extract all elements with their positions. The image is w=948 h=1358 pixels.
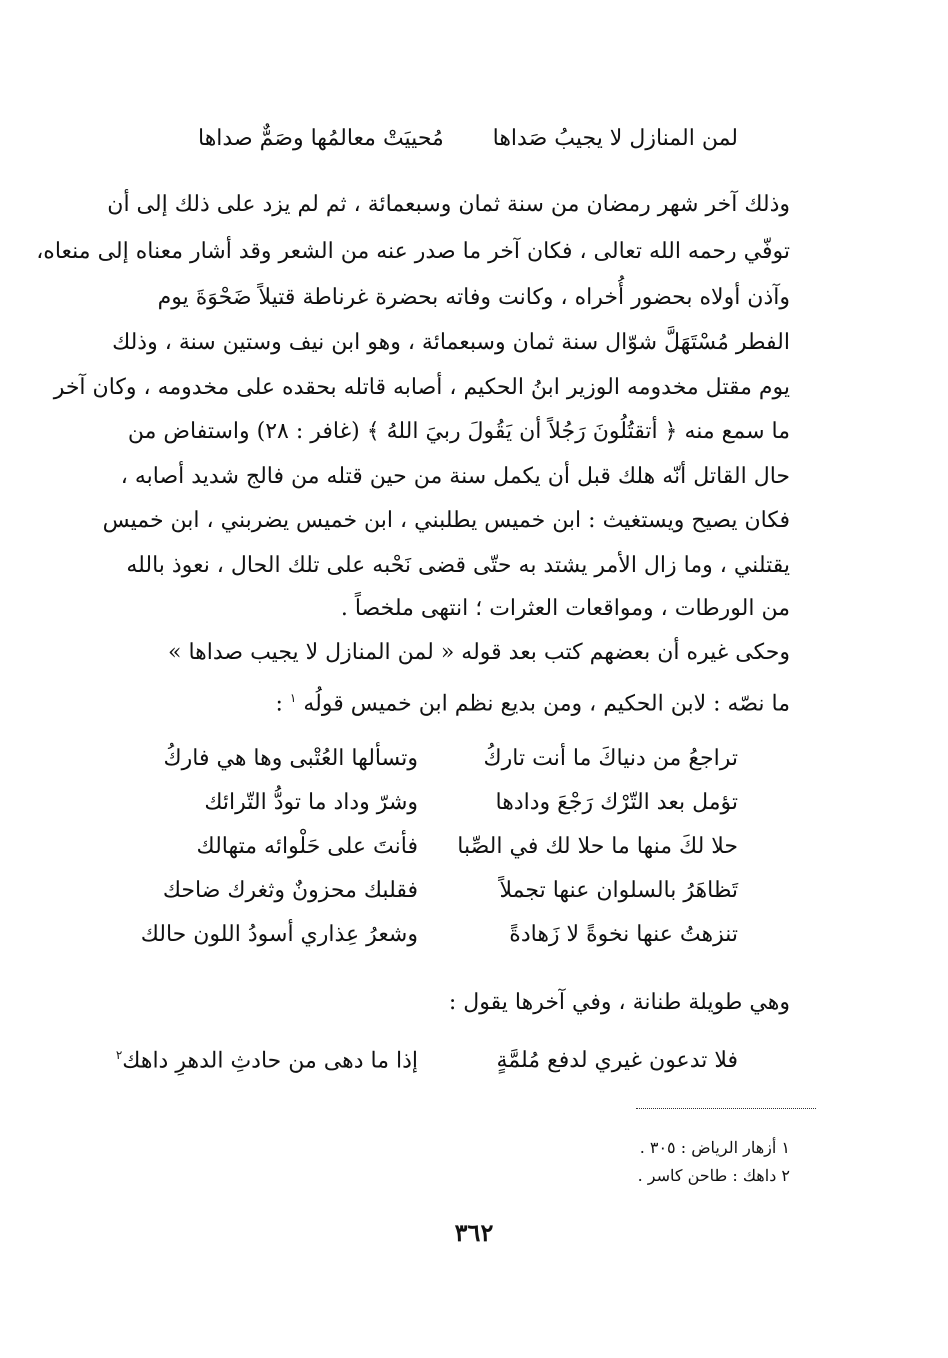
- text-line: من الورطات ، ومواقعات العثرات ؛ انتهى ملخصاً .: [340, 596, 790, 621]
- verse-row: [140, 922, 738, 956]
- text-line: الفطر مُسْتَهَلَّ شوّال سنة ثمان وسبعمائة ، وهو ابن نيف وستين سنة ، وذلك: [112, 330, 790, 355]
- heading-verse: [198, 126, 738, 151]
- footnote-ref-1: ١: [289, 691, 297, 705]
- verse-first-half: حلا لكَ منها ما حلا لك في الصِّبا: [457, 834, 738, 859]
- verse-second-half: وتسألها العُتْبى وها هي فاركُ: [163, 746, 418, 771]
- verse-row: [158, 834, 738, 868]
- text-line: وذلك آخر شهر رمضان من سنة ثمان وسبعمائة ، ثم لم يزد على ذلك إلى أن: [107, 192, 790, 217]
- verse-first-half: تراجعُ من دنياكَ ما أنت تاركُ: [483, 746, 738, 771]
- verse-second-half: وشرّ وداد ما تودُّ التّرائك: [204, 790, 418, 815]
- text-line-body: ما نصّه : لابن الحكيم ، ومن بديع نظم ابن خميس قولُه: [303, 691, 790, 717]
- heading-verse-second-half: مُحييَتْ معالمُها وصَمٌّ صداها: [198, 126, 444, 151]
- text-line: فكان يصيح ويستغيث : ابن خميس يطلبني ، ابن خميس يضربني ، ابن خميس: [102, 508, 790, 533]
- text-line: حال القاتل أنّه هلك قبل أن يكمل سنة من حين قتله من فالج شديد أصابه ،: [120, 464, 790, 489]
- verse-second-half: فقلبك محزونٌ وثغرك ضاحك: [162, 878, 418, 903]
- footnote-2: ٢ داهك : طاحن كاسر .: [637, 1166, 790, 1185]
- verse-second-half: وشعرُ عِذاري أسودُ اللون حالك: [140, 922, 418, 947]
- verse-second-half-text: إذا ما دهى من حادثِ الدهرِ داهك: [122, 1048, 418, 1074]
- footnote-1: ١ أزهار الرياض : ٣٠٥ .: [639, 1138, 790, 1157]
- page-number: ٣٦٢: [454, 1218, 494, 1247]
- verse-row: [158, 746, 738, 780]
- final-verse: [115, 1048, 738, 1082]
- verse-first-half: تؤمل بعد التّرْك رَجْعَ ودادها: [495, 790, 738, 815]
- footnote-divider: [636, 1108, 816, 1109]
- text-line: توفّي رحمه الله تعالى ، فكان آخر ما صدر عنه من الشعر وقد أشار معناه إلى منعاه،: [36, 239, 790, 264]
- verse-first-half: فلا تدعون غيري لدفع مُلمَّةٍ: [496, 1048, 738, 1073]
- verse-second-half: [115, 1048, 418, 1074]
- verse-row: [158, 878, 738, 912]
- verse-first-half: تَظاهَرُ بالسلوان عنها تجملاً: [499, 878, 738, 903]
- text-line: وآذن أولاه بحضور أُخراه ، وكانت وفاته بحضرة غرناطة قتيلاً ضَحْوَةَ يوم: [157, 285, 790, 310]
- verse-row: [158, 790, 738, 824]
- transition-line: وهي طويلة طنانة ، وفي آخرها يقول :: [448, 990, 790, 1015]
- text-line: ما سمع منه ﴿ أتقتُلُونَ رَجُلاً أن يَقُولَ ربيَ اللهُ ﴾ (غافر : ٢٨) واستفاض من: [127, 419, 790, 444]
- text-line: يوم مقتل مخدومه الوزير ابنُ الحكيم ، أصابه قاتله بحقده على مخدومه ، وكان آخر: [53, 375, 790, 400]
- text-line: يقتلني ، وما زال الأمر يشتد به حتّى قضى نَحْبه على تلك الحال ، نعوذ بالله: [126, 553, 790, 578]
- verse-second-half: فأنتَ على حَلْوائه متهالك: [196, 834, 418, 859]
- verse-first-half: تنزهتُ عنها نخوةً لا زَهادةً: [509, 922, 738, 947]
- text-line: [150, 683, 790, 719]
- text-line-tail: :: [275, 691, 283, 717]
- footnote-ref-2: ٢: [115, 1048, 123, 1062]
- text-line: وحكى غيره أن بعضهم كتب بعد قوله « لمن المنازل لا يجيب صداها »: [167, 640, 790, 665]
- heading-verse-first-half: لمن المنازل لا يجيبُ صَداها: [492, 126, 738, 151]
